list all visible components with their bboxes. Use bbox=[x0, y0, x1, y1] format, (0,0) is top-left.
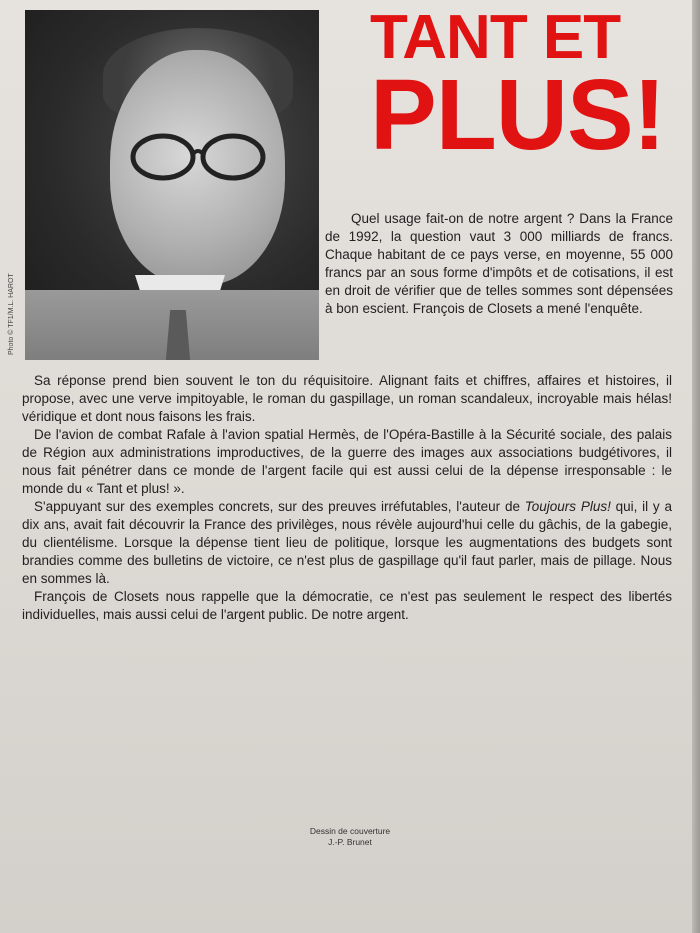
paragraph-4: François de Closets nous rappelle que la démocratie, ce n'est pas seulement le respect des libertés individuelles, mais aussi celui de l'argent public. De notre argent. bbox=[22, 589, 672, 622]
paragraph-3-start: S'appuyant sur des exemples concrets, sur des preuves irréfutables, l'auteur de bbox=[34, 499, 525, 514]
book-reference: Toujours Plus! bbox=[524, 499, 611, 514]
title-line-1: TANT ET bbox=[370, 3, 621, 72]
cover-credit-line-2: J.-P. Brunet bbox=[328, 837, 372, 847]
paragraph-2: De l'avion de combat Rafale à l'avion spatial Hermès, de l'Opéra-Bastille à la Sécurité sociale, des palais de Région aux administrations improductives, de la guerre des images aux associations budgétivores, il nous fait pénétrer dans ce monde de l'argent facile qui est aussi celui de la dépense irresponsable : le monde du « Tant et plus! ». bbox=[22, 427, 672, 496]
author-photo bbox=[25, 10, 319, 360]
intro-text bbox=[325, 210, 673, 318]
paragraph-3-end: qui, il y a dix ans, avait fait découvrir la France des privilèges, nous révèle aujourd'hui celle du gâchis, de la gabegie, du clientélisme. Lorsque la dépense tient lieu de politique, lorsque les augmentations des budgets sont brandies comme des bulletins de victoire, ce n'est plus de gaspillage qu'il faut parler, mais de pillage. Nous en sommes là. bbox=[22, 499, 672, 586]
intro-paragraph: Quel usage fait-on de notre argent ? Dans la France de 1992, la question vaut 3 000 milliards de francs. Chaque habitant de ce pays verse, en moyenne, 55 000 francs par an sous forme d'impôts et de cotisations, il est en droit de vérifier que de telles sommes sont dépensées à bon escient. François de Closets a mené l'enquête. bbox=[325, 211, 673, 316]
paragraph-3 bbox=[22, 498, 672, 588]
cover-credit bbox=[0, 826, 700, 848]
cover-credit-line-1: Dessin de couverture bbox=[309, 826, 391, 836]
body-text bbox=[22, 372, 672, 624]
cover-edge bbox=[692, 0, 700, 933]
glasses-icon bbox=[125, 130, 275, 185]
title-line-2: PLUS! bbox=[370, 58, 665, 171]
book-title bbox=[370, 3, 675, 171]
paragraph-1: Sa réponse prend bien souvent le ton du réquisitoire. Alignant faits et chiffres, affaires et histoires, il propose, avec une verve impitoyable, le roman du gaspillage, un roman scandaleux, incroyable mais hélas! véridique et dont nous faisons les frais. bbox=[22, 373, 672, 424]
photo-credit: Photo © TF1/M.L. HAROT bbox=[8, 273, 15, 355]
